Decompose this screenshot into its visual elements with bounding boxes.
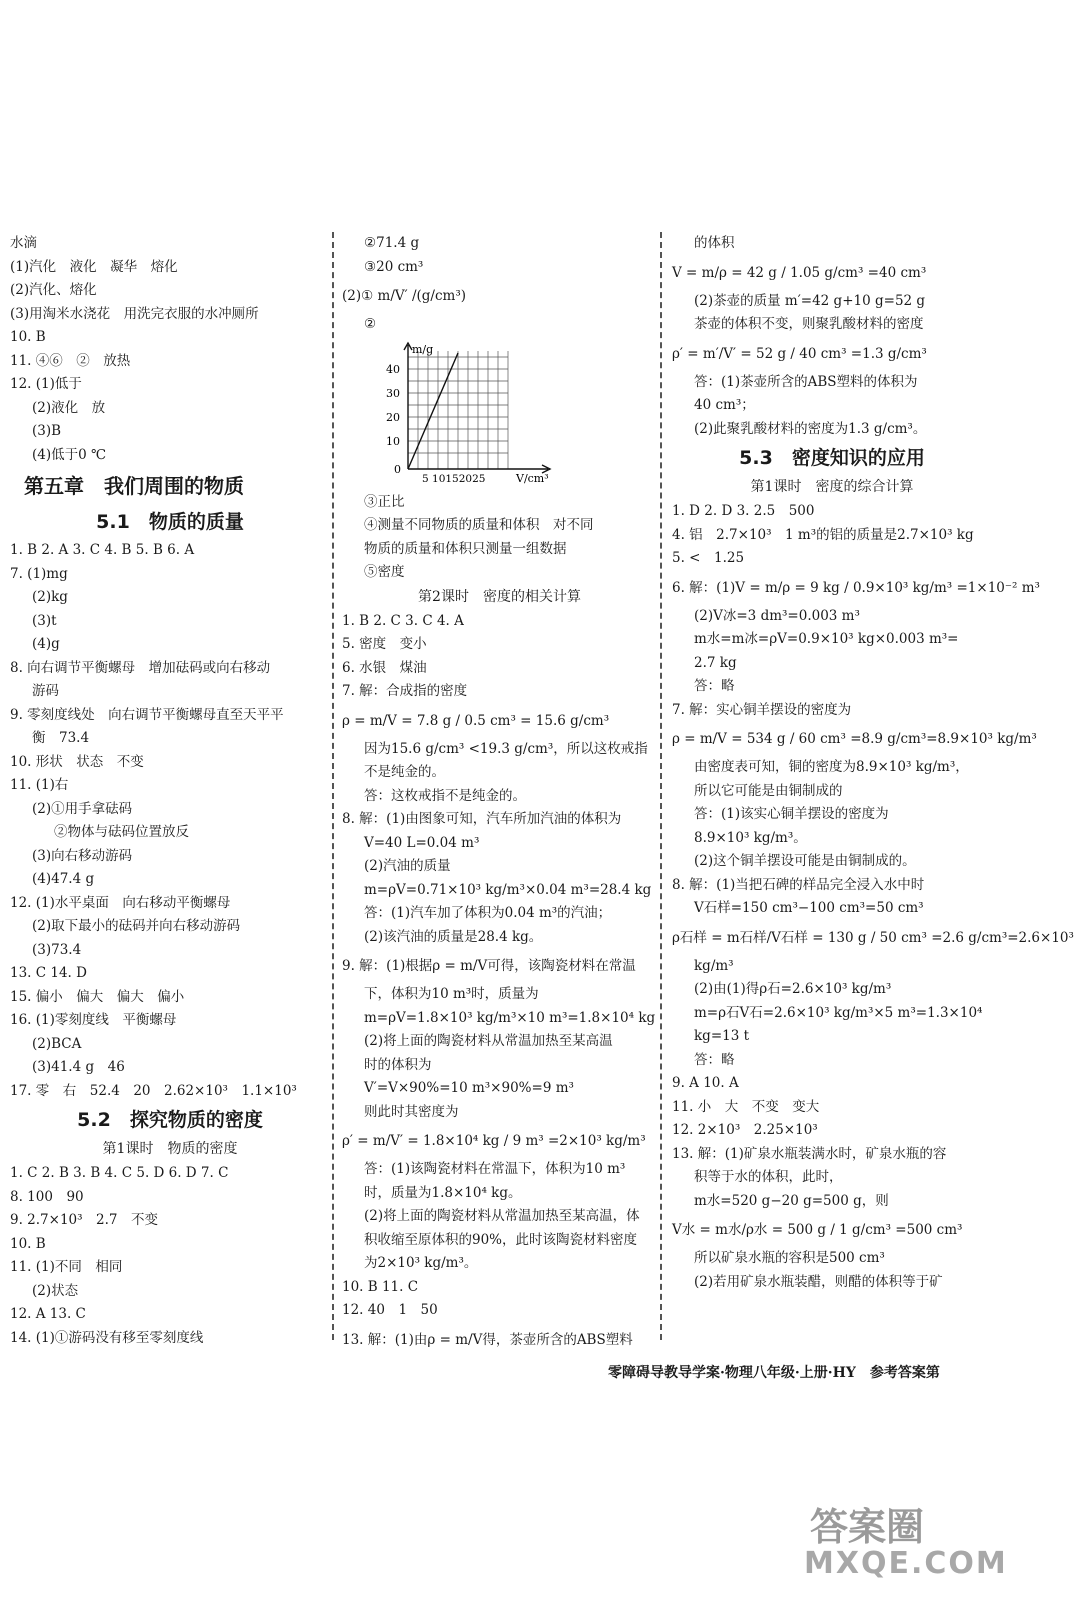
- answer-line: V石样=150 cm³−100 cm³=50 cm³: [694, 900, 924, 916]
- answer-line: (2)汽化、熔化: [10, 282, 97, 298]
- answer-line: m水=520 g−20 g=500 g，则: [694, 1192, 889, 1209]
- answer-line: 9. 解：(1)根据ρ = m/V可得，该陶瓷材料在常温: [342, 958, 636, 974]
- answer-line: 5. < 1.25: [672, 550, 745, 566]
- answer-line: 衡 73.4: [32, 730, 90, 746]
- answer-line: (2)将上面的陶瓷材料从常温加热至某高温: [364, 1033, 613, 1049]
- answer-line: 11. ④⑥ ② 放热: [10, 352, 131, 369]
- answer-line: 7. 解：合成指的密度: [342, 683, 468, 699]
- answer-line: (3)41.4 g 46: [32, 1059, 125, 1075]
- answer-line: 9. A 10. A: [672, 1075, 739, 1091]
- answer-line: (2)将上面的陶瓷材料从常温加热至某高温，体: [364, 1208, 640, 1224]
- answer-line: 水滴: [10, 235, 37, 251]
- graph-x-label: V/cm³: [516, 471, 549, 485]
- answer-line: 14. (1)①游码没有移至零刻度线: [10, 1329, 204, 1346]
- answer-line: 17. 零 右 52.4 20 2.62×10³ 1.1×10³: [10, 1082, 297, 1099]
- answer-line: V = m/ρ = 42 g / 1.05 g/cm³ =40 cm³: [672, 264, 927, 281]
- mass-volume-graph-svg: [366, 339, 566, 487]
- answer-line: 答：(1)茶壶所含的ABS塑料的体积为: [694, 373, 918, 390]
- answer-line: 因为15.6 g/cm³ <19.3 g/cm³，所以这枚戒指: [364, 740, 648, 757]
- answer-line: 1. C 2. B 3. B 4. C 5. D 6. D 7. C: [10, 1165, 229, 1181]
- graph-y-tick: 30: [386, 386, 400, 400]
- answer-line: 积等于水的体积，此时，: [694, 1169, 843, 1185]
- answer-line: 10. B 11. C: [342, 1278, 419, 1295]
- answer-column-1: [10, 232, 330, 1350]
- answer-line: ρ′ = m′/V′ = 52 g / 40 cm³ =1.3 g/cm³: [672, 345, 927, 362]
- answer-line: 8. 解：(1)由图象可知，汽车所加汽油的体积为: [342, 811, 622, 827]
- answer-line: m=ρV=1.8×10³ kg/m³×10 m³=1.8×10⁴ kg: [364, 1009, 656, 1026]
- answer-line: (2)此聚乳酸材料的密度为1.3 g/cm³。: [694, 420, 927, 437]
- watermark-logo: [800, 1490, 1008, 1590]
- answer-line: 9. 2.7×10³ 2.7 不变: [10, 1212, 159, 1228]
- answer-line: 6. 解：(1)V = m/ρ = 9 kg / 0.9×10³ kg/m³ =1×10⁻² m³: [672, 579, 1040, 596]
- answer-line: 由密度表可知，铜的密度为8.9×10³ kg/m³，: [694, 759, 969, 775]
- answer-line: m水=m冰=ρV=0.9×10³ kg×0.003 m³=: [694, 631, 959, 647]
- graph-y-tick: 10: [386, 434, 400, 448]
- answer-line: ③20 cm³: [364, 258, 424, 275]
- answer-line: 为2×10³ kg/m³。: [364, 1255, 478, 1271]
- answer-line: (4)低于0 ℃: [32, 446, 107, 463]
- lesson-title: 第1课时 密度的综合计算: [750, 479, 914, 495]
- answer-line: 下，体积为10 m³时，质量为: [364, 986, 539, 1002]
- answer-line: 4. 铝 2.7×10³ 1 m³的铝的质量是2.7×10³ kg: [672, 526, 974, 543]
- answer-line: 答：(1)该实心铜羊摆设的密度为: [694, 806, 889, 822]
- answer-line: (2)① m/V′ /(g/cm³): [342, 288, 467, 304]
- answer-line: 答：略: [694, 678, 735, 694]
- answer-line: 时，质量为1.8×10⁴ kg。: [364, 1184, 522, 1201]
- answer-line: ④测量不同物质的质量和体积 对不同: [364, 517, 594, 533]
- answer-line: 茶壶的体积不变，则聚乳酸材料的密度: [694, 316, 924, 332]
- answer-line: 11. (1)不同 相同: [10, 1259, 123, 1275]
- answer-line: ②71.4 g: [364, 235, 420, 251]
- answer-line: kg/m³: [694, 957, 734, 974]
- watermark-url: MXQE.COM: [804, 1546, 1008, 1581]
- answer-line: (2)汽油的质量: [364, 858, 451, 874]
- answer-line: ②物体与砝码位置放反: [54, 824, 189, 840]
- answer-line: 12. A 13. C: [10, 1306, 86, 1322]
- answer-line: (2)由(1)得ρ石=2.6×10³ kg/m³: [694, 981, 892, 997]
- graph-x-ticks: 5 10152025: [422, 472, 486, 485]
- column-divider: [660, 232, 662, 1340]
- answer-line: (2)该汽油的质量是28.4 kg。: [364, 928, 543, 945]
- answer-line: 10. 形状 状态 不变: [10, 753, 144, 770]
- answer-line: ρ = m/V = 7.8 g / 0.5 cm³ = 15.6 g/cm³: [342, 712, 610, 729]
- answer-line: 13. C 14. D: [10, 965, 87, 981]
- watermark-text: 答案圈: [810, 1505, 925, 1549]
- answer-line: 则此时其密度为: [364, 1103, 459, 1120]
- answer-column-2: [342, 232, 657, 1357]
- answer-line: (1)汽化 液化 凝华 熔化: [10, 258, 178, 275]
- answer-line: 8. 100 90: [10, 1188, 84, 1205]
- answer-line: (4)g: [32, 636, 60, 652]
- answer-line: 7. (1)mg: [10, 565, 68, 582]
- section-title: 5.3 密度知识的应用: [739, 447, 925, 469]
- answer-line: 11. 小 大 不变 变大: [672, 1098, 820, 1115]
- answer-line: 8. 解：(1)当把石碑的样品完全浸入水中时: [672, 876, 925, 893]
- answer-line: (4)47.4 g: [32, 871, 95, 887]
- answer-line: 8. 向右调节平衡螺母 增加砝码或向右移动: [10, 659, 271, 676]
- answer-line: (3)t: [32, 612, 57, 629]
- answer-line: 10. B: [10, 329, 46, 345]
- answer-line: 所以矿泉水瓶的容积是500 cm³: [694, 1250, 885, 1266]
- answer-line: 物质的质量和体积只测量一组数据: [364, 540, 567, 557]
- answer-line: (3)用淘米水浇花 用洗完衣服的水冲厕所: [10, 305, 259, 322]
- answer-line: (2)BCA: [32, 1035, 82, 1052]
- graph-y-tick: 40: [386, 362, 400, 376]
- answer-line: 12. (1)水平桌面 向右移动平衡螺母: [10, 894, 231, 911]
- answer-line: 1. B 2. C 3. C 4. A: [342, 612, 464, 629]
- answer-line: 11. (1)右: [10, 777, 69, 793]
- answer-line: 不是纯金的。: [364, 764, 445, 780]
- answer-line: ②: [364, 316, 377, 332]
- section-title: 5.1 物质的质量: [96, 511, 244, 533]
- answer-line: 16. (1)零刻度线 平衡螺母: [10, 1012, 177, 1028]
- answer-line: 10. B: [10, 1235, 46, 1252]
- answer-line: 12. 2×10³ 2.25×10³: [672, 1122, 818, 1138]
- answer-line: 6. 水银 煤油: [342, 659, 427, 676]
- answer-line: 5. 密度 变小: [342, 636, 427, 652]
- answer-line: m=ρV=0.71×10³ kg/m³×0.04 m³=28.4 kg: [364, 881, 652, 898]
- answer-line: V=40 L=0.04 m³: [364, 834, 480, 851]
- answer-line: (2)茶壶的质量 m′=42 g+10 g=52 g: [694, 292, 926, 309]
- lesson-title: 第2课时 密度的相关计算: [418, 588, 581, 605]
- answer-line: 答：(1)汽车加了体积为0.04 m³的汽油；: [364, 905, 612, 921]
- answer-line: ③正比: [364, 493, 405, 510]
- answer-line: 2.7 kg: [694, 654, 737, 671]
- answer-line: ρ石样 = m石样/V石样 = 130 g / 50 cm³ =2.6 g/cm³=2.6×10³: [672, 929, 1074, 946]
- answer-line: V′=V×90%=10 m³×90%=9 m³: [364, 1080, 574, 1096]
- graph-y-label: m/g: [412, 342, 434, 356]
- answer-line: 时的体积为: [364, 1056, 432, 1073]
- answer-line: (3)73.4: [32, 941, 82, 958]
- answer-line: 答：(1)该陶瓷材料在常温下，体积为10 m³: [364, 1161, 626, 1177]
- answer-line: (2)取下最小的砝码并向右移动游码: [32, 918, 241, 934]
- answer-line: (3)B: [32, 423, 62, 439]
- column-divider: [332, 232, 334, 1340]
- answer-line: 7. 解：实心铜羊摆设的密度为: [672, 701, 852, 718]
- answer-line: 所以它可能是由铜制成的: [694, 782, 843, 799]
- answer-line: (2)①用手拿砝码: [32, 800, 133, 817]
- answer-line: 9. 零刻度线处 向右调节平衡螺母直至天平平: [10, 706, 284, 723]
- mass-volume-graph: [366, 339, 657, 487]
- answer-line: (2)这个铜羊摆设可能是由铜制成的。: [694, 853, 916, 869]
- answer-line: 积收缩至原体积的90%，此时该陶瓷材料密度: [364, 1231, 638, 1248]
- section-title: 5.2 探究物质的密度: [77, 1109, 263, 1131]
- answer-line: V水 = m水/ρ水 = 500 g / 1 g/cm³ =500 cm³: [672, 1222, 963, 1238]
- answer-line: 1. D 2. D 3. 2.5 500: [672, 503, 815, 519]
- answer-line: 的体积: [694, 235, 735, 251]
- answer-line: (2)kg: [32, 589, 68, 605]
- answer-line: (2)状态: [32, 1282, 79, 1299]
- answer-line: 15. 偏小 偏大 偏大 偏小: [10, 988, 185, 1005]
- answer-line: (2)若用矿泉水瓶装醋，则醋的体积等于矿: [694, 1273, 943, 1290]
- answer-line: 游码: [32, 683, 59, 699]
- graph-y-tick: 0: [394, 462, 401, 476]
- answer-line: 8.9×10³ kg/m³。: [694, 829, 807, 846]
- answer-line: 1. B 2. A 3. C 4. B 5. B 6. A: [10, 542, 195, 558]
- answer-line: ⑤密度: [364, 564, 405, 580]
- answer-line: 13. 解：(1)由ρ = m/V得，茶壶所含的ABS塑料: [342, 1331, 633, 1348]
- answer-line: (3)向右移动游码: [32, 847, 133, 864]
- lesson-title: 第1课时 物质的密度: [102, 1141, 238, 1157]
- answer-line: 答：略: [694, 1051, 735, 1068]
- answer-column-3: [672, 232, 1074, 1294]
- answer-line: 13. 解：(1)矿泉水瓶装满水时，矿泉水瓶的容: [672, 1145, 947, 1162]
- answer-line: (2)液化 放: [32, 399, 106, 416]
- answer-line: m=ρ石V石=2.6×10³ kg/m³×5 m³=1.3×10⁴: [694, 1004, 983, 1021]
- chapter-title: 第五章 我们周围的物质: [24, 474, 244, 498]
- answer-line: (2)V冰=3 dm³=0.003 m³: [694, 607, 860, 624]
- answer-line: 答：这枚戒指不是纯金的。: [364, 787, 526, 804]
- answer-line: ρ′ = m/V′ = 1.8×10⁴ kg / 9 m³ =2×10³ kg/m³: [342, 1133, 646, 1149]
- answer-line: 40 cm³；: [694, 397, 755, 413]
- page-footer: 零障碍导教导学案·物理八年级·上册·HY 参考答案第: [608, 1365, 940, 1381]
- graph-y-tick: 20: [386, 410, 400, 424]
- answer-line: 12. 40 1 50: [342, 1302, 438, 1318]
- answer-line: kg=13 t: [694, 1028, 750, 1044]
- answer-line: ρ = m/V = 534 g / 60 cm³ =8.9 g/cm³=8.9×10³ kg/m³: [672, 731, 1037, 747]
- answer-line: 12. (1)低于: [10, 376, 82, 392]
